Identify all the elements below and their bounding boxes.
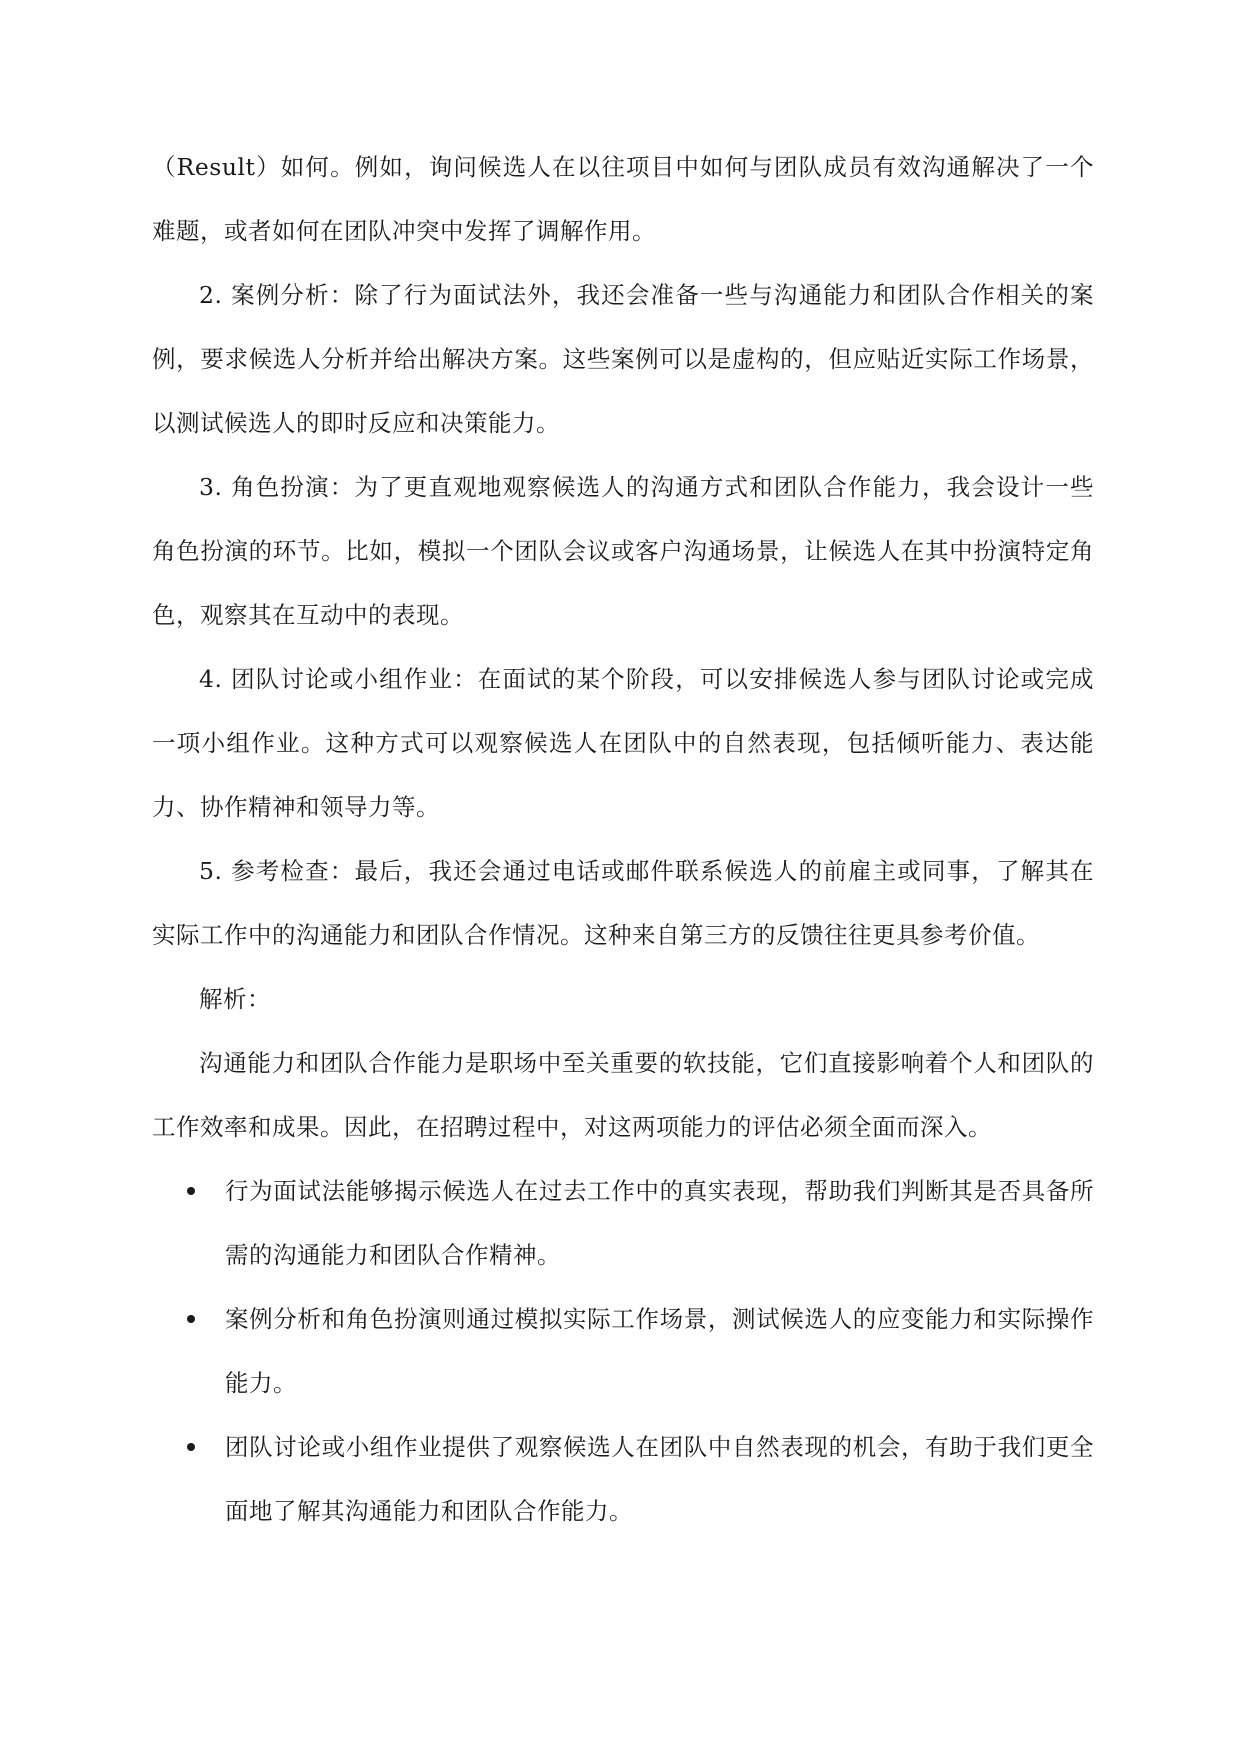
bullet-dot-icon: [187, 1315, 195, 1323]
paragraph-analysis-heading: 解析：: [199, 985, 271, 1013]
bullet-dot-icon: [187, 1187, 195, 1195]
paragraph-team-discussion: 4. 团队讨论或小组作业：在面试的某个阶段，可以安排候选人参与团队讨论或完成一项小组作业。这种方式可以观察候选人在团队中的自然表现，包括倾听能力、表达能力、协作精神和领导力等。: [152, 665, 1094, 821]
paragraph-role-play: 3. 角色扮演：为了更直观地观察候选人的沟通方式和团队合作能力，我会设计一些角色扮演的环节。比如，模拟一个团队会议或客户沟通场景，让候选人在其中扮演特定角色，观察其在互动中的表现。: [152, 473, 1094, 629]
paragraph-reference-check: 5. 参考检查：最后，我还会通过电话或邮件联系候选人的前雇主或同事，了解其在实际工作中的沟通能力和团队合作情况。这种来自第三方的反馈往往更具参考价值。: [152, 857, 1094, 949]
bullet-list: [152, 1159, 1094, 1543]
list-item: [152, 1415, 1094, 1543]
list-item: [152, 1287, 1094, 1415]
list-item-text: 团队讨论或小组作业提供了观察候选人在团队中自然表现的机会，有助于我们更全面地了解其沟通能力和团队合作能力。: [225, 1433, 1094, 1525]
paragraph-case-analysis: 2. 案例分析：除了行为面试法外，我还会准备一些与沟通能力和团队合作相关的案例，要求候选人分析并给出解决方案。这些案例可以是虚构的，但应贴近实际工作场景，以测试候选人的即时反应和决策能力。: [152, 281, 1094, 437]
page-content: [152, 135, 1094, 1543]
bullet-dot-icon: [187, 1443, 195, 1451]
list-item-text: 行为面试法能够揭示候选人在过去工作中的真实表现，帮助我们判断其是否具备所需的沟通能力和团队合作精神。: [225, 1177, 1094, 1269]
list-item-text: 案例分析和角色扮演则通过模拟实际工作场景，测试候选人的应变能力和实际操作能力。: [225, 1305, 1094, 1397]
paragraph-analysis-body: 沟通能力和团队合作能力是职场中至关重要的软技能，它们直接影响着个人和团队的工作效率和成果。因此，在招聘过程中，对这两项能力的评估必须全面而深入。: [152, 1049, 1094, 1141]
list-item: [152, 1159, 1094, 1287]
paragraph-result-continuation: （Result）如何。例如，询问候选人在以往项目中如何与团队成员有效沟通解决了一个难题，或者如何在团队冲突中发挥了调解作用。: [152, 153, 1094, 245]
